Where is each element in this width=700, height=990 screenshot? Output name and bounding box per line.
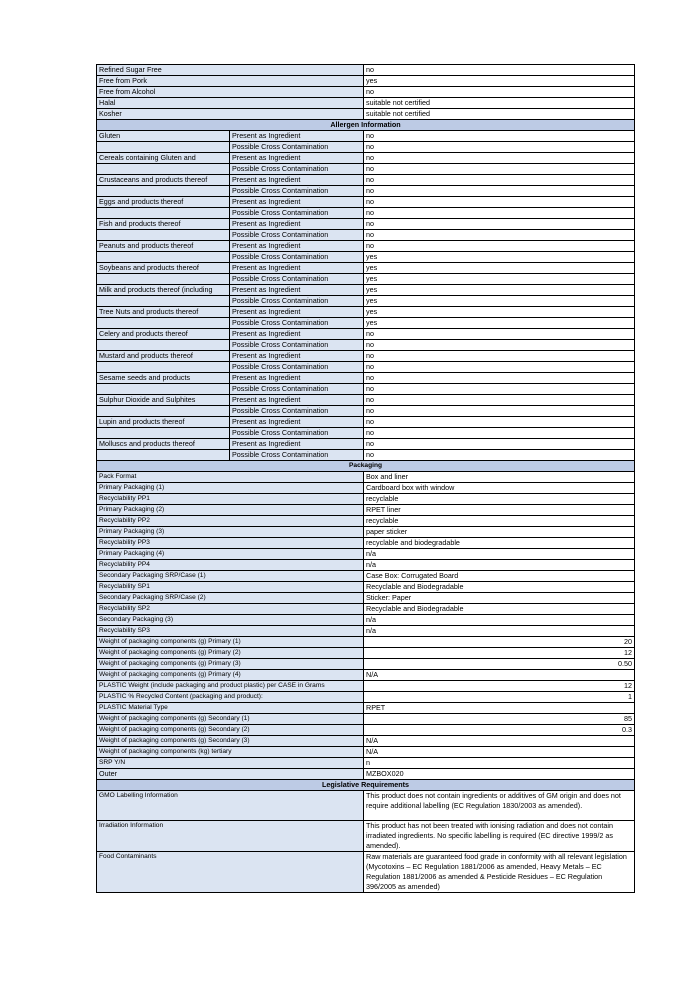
row-label: Free from Pork [97,76,364,87]
present-label: Present as Ingredient [230,329,364,340]
packaging-label: Recyclability SP2 [97,604,364,615]
cross-value: no [364,340,635,351]
packaging-value: 20 [364,637,635,648]
allergen-row [97,208,635,219]
allergen-row [97,197,635,208]
present-label: Present as Ingredient [230,285,364,296]
packaging-row [97,670,635,681]
row-value: no [364,87,635,98]
row-value: no [364,65,635,76]
packaging-row [97,637,635,648]
present-label: Present as Ingredient [230,219,364,230]
packaging-row [97,659,635,670]
packaging-value: n/a [364,615,635,626]
present-label: Present as Ingredient [230,417,364,428]
allergen-row [97,153,635,164]
allergen-name: Fish and products thereof [97,219,230,230]
packaging-row [97,571,635,582]
present-label: Present as Ingredient [230,307,364,318]
cross-value: no [364,406,635,417]
packaging-value: Recyclable and Biodegradable [364,582,635,593]
packaging-row [97,615,635,626]
cross-value: no [364,362,635,373]
packaging-row [97,681,635,692]
present-value: no [364,373,635,384]
allergen-row [97,329,635,340]
cross-label: Possible Cross Contamination [230,274,364,285]
packaging-row [97,703,635,714]
cross-value: no [364,186,635,197]
packaging-value: RPET liner [364,505,635,516]
table-row [97,98,635,109]
allergen-row [97,307,635,318]
cross-label: Possible Cross Contamination [230,318,364,329]
cross-label: Possible Cross Contamination [230,208,364,219]
packaging-value: MZBOX020 [364,769,635,780]
allergen-name-blank [97,164,230,175]
allergen-row [97,219,635,230]
allergen-name: Sesame seeds and products [97,373,230,384]
cross-label: Possible Cross Contamination [230,428,364,439]
present-label: Present as Ingredient [230,263,364,274]
present-value: no [364,175,635,186]
packaging-value: paper sticker [364,527,635,538]
allergen-row [97,274,635,285]
row-value: suitable not certified [364,98,635,109]
section-header [97,120,635,131]
packaging-row [97,582,635,593]
packaging-label: Primary Packaging (2) [97,505,364,516]
packaging-row [97,538,635,549]
legislative-row [97,821,635,852]
present-value: no [364,131,635,142]
allergen-row [97,241,635,252]
packaging-section-title: Packaging [97,461,635,472]
table-row [97,76,635,87]
allergen-row [97,439,635,450]
cross-label: Possible Cross Contamination [230,164,364,175]
legislative-label: Irradiation Information [97,821,364,852]
packaging-label: Recyclability PP4 [97,560,364,571]
allergen-name-blank [97,340,230,351]
packaging-label: Secondary Packaging (3) [97,615,364,626]
packaging-label: Weight of packaging components (g) Primary (2) [97,648,364,659]
allergen-row [97,142,635,153]
allergen-name-blank [97,318,230,329]
present-label: Present as Ingredient [230,241,364,252]
legislative-row [97,791,635,821]
packaging-row [97,692,635,703]
packaging-value: n/a [364,560,635,571]
packaging-value: 0.50 [364,659,635,670]
legislative-label: GMO Labelling Information [97,791,364,821]
allergen-row [97,318,635,329]
packaging-value: 12 [364,681,635,692]
allergen-row [97,406,635,417]
packaging-label: Weight of packaging components (g) Secondary (1) [97,714,364,725]
allergen-section-title: Allergen Information [97,120,635,131]
packaging-label: Recyclability SP3 [97,626,364,637]
present-value: no [364,395,635,406]
legislative-row [97,852,635,893]
packaging-label: SRP Y/N [97,758,364,769]
allergen-name-blank [97,208,230,219]
allergen-name: Crustaceans and products thereof [97,175,230,186]
packaging-label: Secondary Packaging SRP/Case (2) [97,593,364,604]
present-label: Present as Ingredient [230,373,364,384]
packaging-row [97,560,635,571]
cross-value: no [364,208,635,219]
legislative-value: This product has not been treated with ionising radiation and does not contain irradiated ingredients. No specific labelling is required (EC directive 1999/2 as amended). [364,821,635,852]
table-row [97,65,635,76]
packaging-value: recyclable [364,516,635,527]
packaging-label: Primary Packaging (1) [97,483,364,494]
cross-value: yes [364,274,635,285]
allergen-name-blank [97,450,230,461]
packaging-row [97,549,635,560]
allergen-row [97,285,635,296]
allergen-row [97,230,635,241]
packaging-row [97,472,635,483]
packaging-label: Weight of packaging components (g) Primary (3) [97,659,364,670]
allergen-row [97,351,635,362]
packaging-row [97,769,635,780]
packaging-value: Cardboard box with window [364,483,635,494]
allergen-name: Cereals containing Gluten and [97,153,230,164]
allergen-row [97,395,635,406]
present-label: Present as Ingredient [230,351,364,362]
section-header [97,780,635,791]
allergen-name-blank [97,406,230,417]
packaging-value: n/a [364,626,635,637]
allergen-name: Mustard and products thereof [97,351,230,362]
cross-value: yes [364,296,635,307]
row-label: Halal [97,98,364,109]
packaging-label: Weight of packaging components (g) Primary (4) [97,670,364,681]
packaging-row [97,494,635,505]
present-label: Present as Ingredient [230,131,364,142]
allergen-row [97,186,635,197]
packaging-row [97,648,635,659]
packaging-value: N/A [364,670,635,681]
allergen-row [97,164,635,175]
packaging-label: Weight of packaging components (g) Primary (1) [97,637,364,648]
present-value: no [364,219,635,230]
packaging-label: Weight of packaging components (g) Secondary (3) [97,736,364,747]
present-value: yes [364,285,635,296]
packaging-label: Primary Packaging (3) [97,527,364,538]
present-label: Present as Ingredient [230,175,364,186]
allergen-name-blank [97,252,230,263]
present-value: yes [364,307,635,318]
cross-value: no [364,142,635,153]
packaging-value: Box and liner [364,472,635,483]
packaging-label: Recyclability PP3 [97,538,364,549]
packaging-row [97,626,635,637]
packaging-row [97,747,635,758]
spec-sheet-table [96,64,635,893]
packaging-label: Weight of packaging components (g) Secondary (2) [97,725,364,736]
allergen-row [97,131,635,142]
packaging-label: PLASTIC % Recycled Content (packaging and product): [97,692,364,703]
packaging-value: N/A [364,747,635,758]
packaging-value: Recyclable and Biodegradable [364,604,635,615]
present-value: no [364,439,635,450]
present-value: no [364,329,635,340]
section-header [97,461,635,472]
packaging-value: n/a [364,549,635,560]
cross-label: Possible Cross Contamination [230,362,364,373]
allergen-row [97,175,635,186]
packaging-row [97,604,635,615]
packaging-label: Outer [97,769,364,780]
packaging-row [97,527,635,538]
allergen-row [97,296,635,307]
cross-label: Possible Cross Contamination [230,406,364,417]
allergen-name-blank [97,296,230,307]
packaging-label: Recyclability SP1 [97,582,364,593]
packaging-row [97,505,635,516]
row-label: Free from Alcohol [97,87,364,98]
present-value: no [364,417,635,428]
legislative-value: This product does not contain ingredients or additives of GM origin and does not require additional labelling (EC Regulation 1830/2003 as amended). [364,791,635,821]
cross-label: Possible Cross Contamination [230,450,364,461]
allergen-name: Eggs and products thereof [97,197,230,208]
present-label: Present as Ingredient [230,153,364,164]
row-label: Refined Sugar Free [97,65,364,76]
present-label: Present as Ingredient [230,395,364,406]
allergen-name-blank [97,142,230,153]
packaging-label: Secondary Packaging SRP/Case (1) [97,571,364,582]
cross-label: Possible Cross Contamination [230,142,364,153]
allergen-row [97,428,635,439]
allergen-name: Lupin and products thereof [97,417,230,428]
allergen-name: Soybeans and products thereof [97,263,230,274]
packaging-label: Pack Format [97,472,364,483]
present-value: no [364,241,635,252]
cross-label: Possible Cross Contamination [230,384,364,395]
allergen-name: Peanuts and products thereof [97,241,230,252]
allergen-row [97,362,635,373]
packaging-label: Recyclability PP1 [97,494,364,505]
present-value: no [364,351,635,362]
cross-value: no [364,164,635,175]
packaging-row [97,483,635,494]
allergen-row [97,450,635,461]
packaging-label: Primary Packaging (4) [97,549,364,560]
packaging-value: recyclable [364,494,635,505]
packaging-value: Case Box: Corrugated Board [364,571,635,582]
packaging-label: PLASTIC Weight (include packaging and product plastic) per CASE in Grams [97,681,364,692]
row-label: Kosher [97,109,364,120]
cross-label: Possible Cross Contamination [230,296,364,307]
cross-value: yes [364,318,635,329]
packaging-value: N/A [364,736,635,747]
packaging-value: 85 [364,714,635,725]
present-label: Present as Ingredient [230,439,364,450]
legislative-value: Raw materials are guaranteed food grade in conformity with all relevant legislation (Mycotoxins – EC Regulation 1881/2006 as amended, Heavy Metals – EC Regulation 1881/2006 as amended & Pesticide Residues – EC Regulation 396/2005 as amended) [364,852,635,893]
packaging-row [97,758,635,769]
allergen-row [97,263,635,274]
allergen-name-blank [97,428,230,439]
cross-value: no [364,230,635,241]
packaging-row [97,593,635,604]
allergen-row [97,340,635,351]
packaging-value: RPET [364,703,635,714]
legislative-label: Food Contaminants [97,852,364,893]
allergen-row [97,252,635,263]
table-row [97,87,635,98]
cross-label: Possible Cross Contamination [230,252,364,263]
allergen-name-blank [97,362,230,373]
allergen-name-blank [97,186,230,197]
allergen-name: Tree Nuts and products thereof [97,307,230,318]
allergen-name: Celery and products thereof [97,329,230,340]
legislative-section-title: Legislative Requirements [97,780,635,791]
packaging-value: 1 [364,692,635,703]
packaging-row [97,725,635,736]
allergen-name-blank [97,274,230,285]
packaging-label: PLASTIC Material Type [97,703,364,714]
allergen-name: Sulphur Dioxide and Sulphites [97,395,230,406]
packaging-row [97,714,635,725]
packaging-value: 0.3 [364,725,635,736]
present-label: Present as Ingredient [230,197,364,208]
packaging-value: n [364,758,635,769]
packaging-value: 12 [364,648,635,659]
allergen-name: Gluten [97,131,230,142]
table-row [97,109,635,120]
packaging-value: Sticker: Paper [364,593,635,604]
allergen-row [97,384,635,395]
row-value: yes [364,76,635,87]
present-value: no [364,153,635,164]
cross-value: no [364,384,635,395]
row-value: suitable not certified [364,109,635,120]
allergen-row [97,373,635,384]
packaging-label: Recyclability PP2 [97,516,364,527]
packaging-label: Weight of packaging components (kg) tertiary [97,747,364,758]
present-value: no [364,197,635,208]
cross-value: yes [364,252,635,263]
allergen-name: Milk and products thereof (including [97,285,230,296]
cross-label: Possible Cross Contamination [230,340,364,351]
allergen-name-blank [97,384,230,395]
allergen-name: Molluscs and products thereof [97,439,230,450]
packaging-row [97,516,635,527]
cross-value: no [364,428,635,439]
packaging-row [97,736,635,747]
packaging-value: recyclable and biodegradable [364,538,635,549]
allergen-row [97,417,635,428]
cross-label: Possible Cross Contamination [230,186,364,197]
cross-label: Possible Cross Contamination [230,230,364,241]
cross-value: no [364,450,635,461]
present-value: yes [364,263,635,274]
allergen-name-blank [97,230,230,241]
